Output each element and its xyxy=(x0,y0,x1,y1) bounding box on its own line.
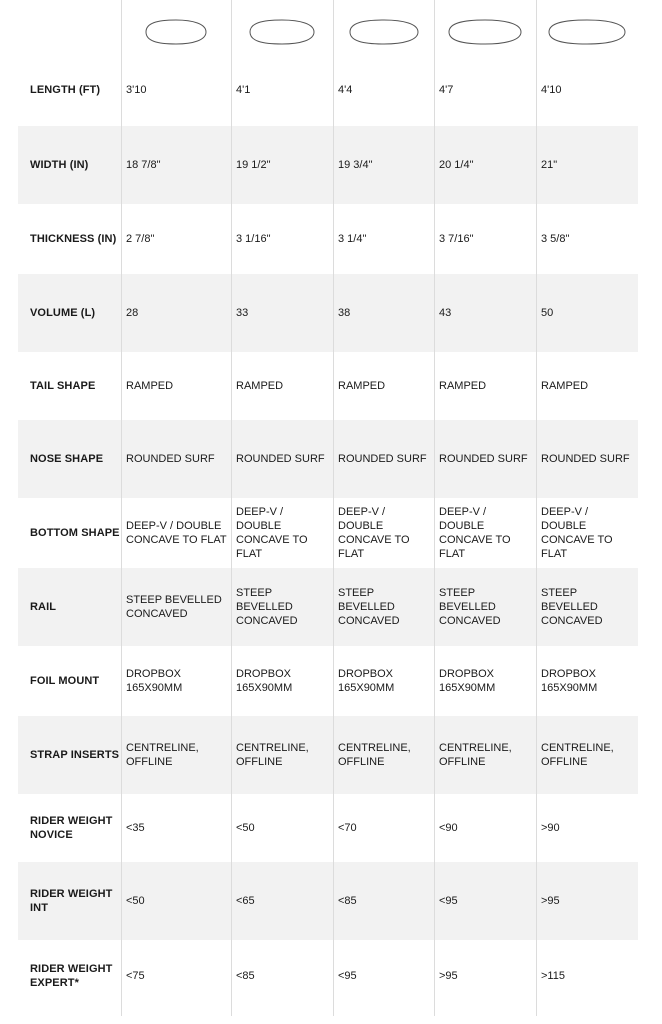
spec-value-board-3: DROPBOX 165X90MM xyxy=(338,668,395,694)
spec-row-rider-weight-int xyxy=(18,862,638,940)
row-label: RIDER WEIGHT EXPERT* xyxy=(30,963,113,989)
spec-value-board-1: <75 xyxy=(126,970,145,982)
spec-value-board-5: DROPBOX 165X90MM xyxy=(541,668,598,694)
spec-value-board-2: 3 1/16" xyxy=(236,233,271,245)
spec-row-foil-mount xyxy=(18,646,638,716)
surfboard-outline-icon xyxy=(248,18,316,46)
spec-value-board-3: <85 xyxy=(338,895,357,907)
spec-value-board-2: CENTRELINE, OFFLINE xyxy=(236,742,309,768)
spec-value-board-3: <95 xyxy=(338,970,357,982)
spec-value-board-4: 43 xyxy=(439,307,452,319)
spec-value-board-5: ROUNDED SURF xyxy=(541,453,630,465)
surfboard-outline-icon xyxy=(348,18,420,46)
spec-value-board-1: CENTRELINE, OFFLINE xyxy=(126,742,199,768)
surfboard-outline-icon xyxy=(547,18,627,46)
column-divider xyxy=(231,0,232,1016)
spec-value-board-2: 33 xyxy=(236,307,249,319)
row-label: TAIL SHAPE xyxy=(30,380,96,392)
spec-value-board-5: STEEP BEVELLED CONCAVED xyxy=(541,587,603,627)
spec-row-tail-shape xyxy=(18,352,638,420)
row-label: RAIL xyxy=(30,601,57,613)
column-divider xyxy=(536,0,537,1016)
row-label: BOTTOM SHAPE xyxy=(30,527,120,539)
spec-row-bottom-shape xyxy=(18,498,638,568)
spec-row-volume-l xyxy=(18,274,638,352)
spec-value-board-5: 3 5/8" xyxy=(541,233,570,245)
spec-value-board-1: <50 xyxy=(126,895,145,907)
spec-value-board-5: RAMPED xyxy=(541,380,589,392)
spec-value-board-2: <50 xyxy=(236,822,255,834)
spec-value-board-5: 50 xyxy=(541,307,554,319)
spec-value-board-1: <35 xyxy=(126,822,145,834)
column-divider xyxy=(333,0,334,1016)
spec-value-board-3: 3 1/4" xyxy=(338,233,367,245)
spec-value-board-3: 38 xyxy=(338,307,351,319)
spec-value-board-1: 18 7/8" xyxy=(126,159,161,171)
spec-value-board-5: >90 xyxy=(541,822,560,834)
spec-value-board-2: 19 1/2" xyxy=(236,159,271,171)
spec-value-board-2: 4'1 xyxy=(236,84,251,96)
spec-value-board-4: STEEP BEVELLED CONCAVED xyxy=(439,587,501,627)
spec-value-board-3: RAMPED xyxy=(338,380,386,392)
spec-value-board-2: STEEP BEVELLED CONCAVED xyxy=(236,587,298,627)
spec-value-board-1: STEEP BEVELLED CONCAVED xyxy=(126,594,222,620)
row-label: LENGTH (FT) xyxy=(30,84,101,96)
column-divider xyxy=(121,0,122,1016)
surfboard-outline-icon xyxy=(144,18,208,46)
spec-value-board-1: RAMPED xyxy=(126,380,174,392)
spec-value-board-4: DEEP-V / DOUBLE CONCAVE TO FLAT xyxy=(439,506,511,560)
spec-value-board-2: <65 xyxy=(236,895,255,907)
spec-row-width-in xyxy=(18,126,638,204)
spec-row-thickness-in xyxy=(18,204,638,274)
spec-row-rider-weight-novice xyxy=(18,794,638,862)
spec-value-board-1: 3'10 xyxy=(126,84,147,96)
spec-value-board-5: CENTRELINE, OFFLINE xyxy=(541,742,614,768)
spec-row-nose-shape xyxy=(18,420,638,498)
spec-value-board-1: 2 7/8" xyxy=(126,233,155,245)
spec-value-board-1: ROUNDED SURF xyxy=(126,453,215,465)
row-label: WIDTH (IN) xyxy=(30,159,89,171)
spec-value-board-4: <90 xyxy=(439,822,458,834)
column-divider xyxy=(434,0,435,1016)
spec-value-board-5: >115 xyxy=(541,970,565,982)
spec-value-board-5: 4'10 xyxy=(541,84,562,96)
spec-row-rail xyxy=(18,568,638,646)
spec-value-board-5: DEEP-V / DOUBLE CONCAVE TO FLAT xyxy=(541,506,613,560)
row-label: VOLUME (L) xyxy=(30,307,96,319)
spec-value-board-2: <85 xyxy=(236,970,255,982)
spec-value-board-1: 28 xyxy=(126,307,139,319)
spec-value-board-4: CENTRELINE, OFFLINE xyxy=(439,742,512,768)
spec-value-board-2: RAMPED xyxy=(236,380,284,392)
spec-row-strap-inserts xyxy=(18,716,638,794)
spec-value-board-4: RAMPED xyxy=(439,380,487,392)
spec-value-board-4: DROPBOX 165X90MM xyxy=(439,668,496,694)
spec-value-board-4: >95 xyxy=(439,970,458,982)
spec-value-board-3: DEEP-V / DOUBLE CONCAVE TO FLAT xyxy=(338,506,410,560)
spec-value-board-2: DEEP-V / DOUBLE CONCAVE TO FLAT xyxy=(236,506,308,560)
spec-value-board-1: DEEP-V / DOUBLE CONCAVE TO FLAT xyxy=(126,520,227,546)
spec-value-board-4: ROUNDED SURF xyxy=(439,453,528,465)
row-label: THICKNESS (IN) xyxy=(30,233,117,245)
row-label: FOIL MOUNT xyxy=(30,675,100,687)
spec-value-board-2: ROUNDED SURF xyxy=(236,453,325,465)
spec-value-board-5: >95 xyxy=(541,895,560,907)
spec-value-board-4: 20 1/4" xyxy=(439,159,474,171)
spec-value-board-3: CENTRELINE, OFFLINE xyxy=(338,742,411,768)
spec-value-board-2: DROPBOX 165X90MM xyxy=(236,668,293,694)
row-label: STRAP INSERTS xyxy=(30,749,120,761)
row-label: RIDER WEIGHT INT xyxy=(30,888,113,914)
spec-value-board-3: STEEP BEVELLED CONCAVED xyxy=(338,587,400,627)
spec-value-board-3: 4'4 xyxy=(338,84,353,96)
surfboard-outline-icon xyxy=(447,18,523,46)
spec-value-board-4: 4'7 xyxy=(439,84,454,96)
spec-row-length-ft xyxy=(18,54,638,126)
spec-value-board-5: 21" xyxy=(541,159,558,171)
spec-value-board-4: 3 7/16" xyxy=(439,233,474,245)
spec-value-board-3: 19 3/4" xyxy=(338,159,373,171)
spec-value-board-4: <95 xyxy=(439,895,458,907)
row-label: RIDER WEIGHT NOVICE xyxy=(30,815,113,841)
row-label: NOSE SHAPE xyxy=(30,453,104,465)
spec-value-board-3: <70 xyxy=(338,822,357,834)
spec-value-board-1: DROPBOX 165X90MM xyxy=(126,668,183,694)
spec-row-rider-weight-expert xyxy=(18,940,638,1012)
spec-value-board-3: ROUNDED SURF xyxy=(338,453,427,465)
